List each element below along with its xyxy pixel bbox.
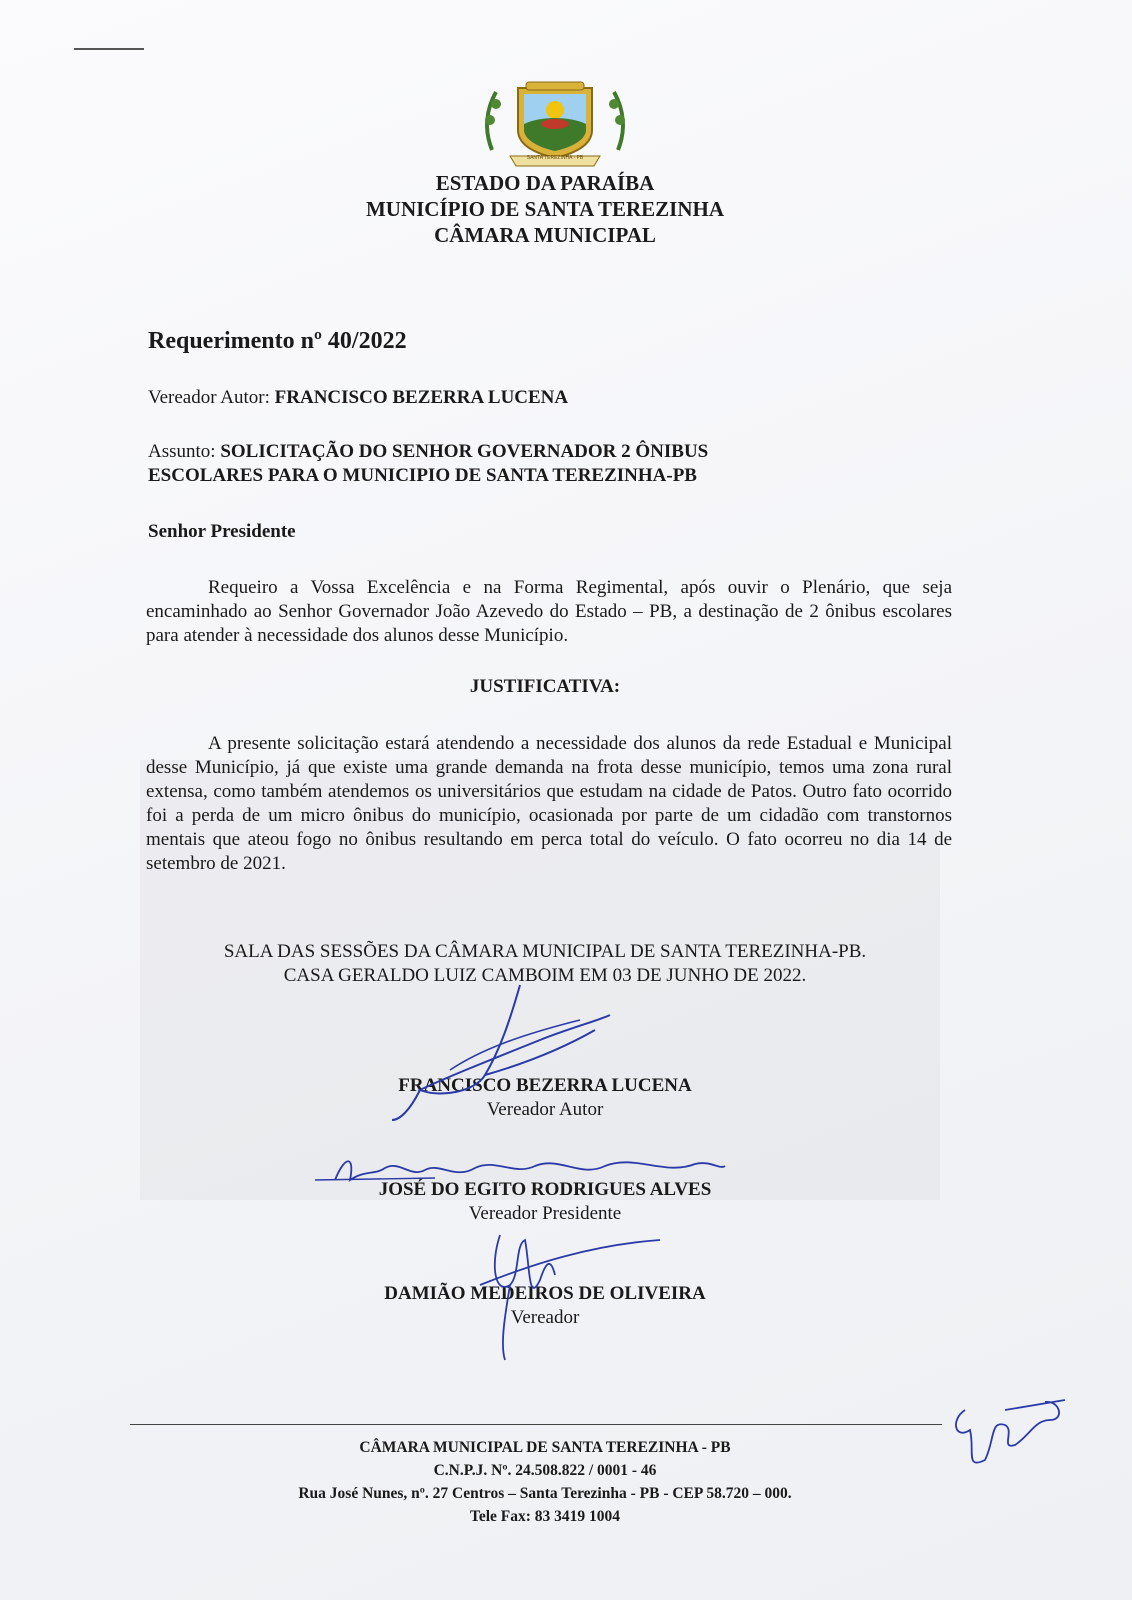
page-title: Requerimento nº 40/2022 — [148, 328, 407, 354]
signature-role: Vereador Presidente — [468, 1203, 622, 1224]
signature-role: Vereador Autor — [486, 1099, 604, 1120]
handwritten-signature-president — [315, 1150, 735, 1190]
scan-mark — [74, 48, 144, 50]
footer-line-1: CÂMARA MUNICIPAL DE SANTA TEREZINHA - PB — [359, 1439, 731, 1456]
signature-name: DAMIÃO MEDEIROS DE OLIVEIRA — [384, 1283, 706, 1304]
subject-line — [148, 440, 708, 464]
closing-line-2: CASA GERALDO LUIZ CAMBOIM EM 03 DE JUNHO DE 2022. — [283, 965, 807, 986]
handwritten-signature-author — [380, 980, 640, 1130]
footer-line-4: Tele Fax: 83 3419 1004 — [469, 1508, 621, 1525]
handwritten-signature-councilor — [470, 1225, 670, 1365]
request-paragraph: Requeiro a Vossa Excelência e na Forma Regimental, após ouvir o Plenário, que seja encaminhado ao Senhor Governador João Azevedo do Estado – PB, a destinação de 2 ônibus escolares para atender à necessidade dos alunos desse Município. — [146, 577, 952, 646]
author-name: FRANCISCO BEZERRA LUCENA — [274, 387, 569, 408]
subject-text-2: ESCOLARES PARA O MUNICIPIO DE SANTA TEREZINHA-PB — [148, 465, 697, 486]
closing-line-1: SALA DAS SESSÕES DA CÂMARA MUNICIPAL DE SANTA TEREZINHA-PB. — [223, 941, 867, 962]
justification-heading: JUSTIFICATIVA: — [469, 676, 621, 697]
justification-paragraph: A presente solicitação estará atendendo a necessidade dos alunos da rede Estadual e Municipal desse Município, já que existe uma grande demanda na frota desse município, temos uma zona rural extensa, como também atendemos os universitários que estudam na cidade de Patos. Outro fato ocorrido foi a perda de um micro ônibus do município, ocasionada por parte de um cidadão com transtornos mentais que ateou fogo no ônibus resultando em perca total do veículo. O fato ocorreu no dia 14 de setembro de 2021. — [146, 733, 952, 874]
signature-name: FRANCISCO BEZERRA LUCENA — [398, 1075, 692, 1096]
signature-name: JOSÉ DO EGITO RODRIGUES ALVES — [378, 1179, 712, 1200]
subject-text-1: SOLICITAÇÃO DO SENHOR GOVERNADOR 2 ÔNIBUS — [220, 441, 709, 462]
document-footer — [0, 1436, 1090, 1528]
footer-line-2: C.N.P.J. Nº. 24.508.822 / 0001 - 46 — [433, 1462, 657, 1479]
document-header — [0, 170, 1090, 248]
crest-banner-text: SANTA TEREZINHA - PB — [526, 155, 584, 161]
author-label: Vereador Autor: — [148, 387, 275, 408]
author-line — [148, 386, 568, 410]
footer-divider — [130, 1424, 942, 1425]
salutation: Senhor Presidente — [148, 521, 296, 542]
subject-label: Assunto: — [148, 441, 221, 462]
header-chamber: CÂMARA MUNICIPAL — [434, 223, 656, 247]
header-state: ESTADO DA PARAÍBA — [435, 171, 655, 195]
signature-role: Vereador — [510, 1307, 580, 1328]
header-municipality: MUNICÍPIO DE SANTA TEREZINHA — [365, 197, 725, 221]
footer-line-3: Rua José Nunes, nº. 27 Centros – Santa Terezinha - PB - CEP 58.720 – 000. — [298, 1485, 792, 1502]
